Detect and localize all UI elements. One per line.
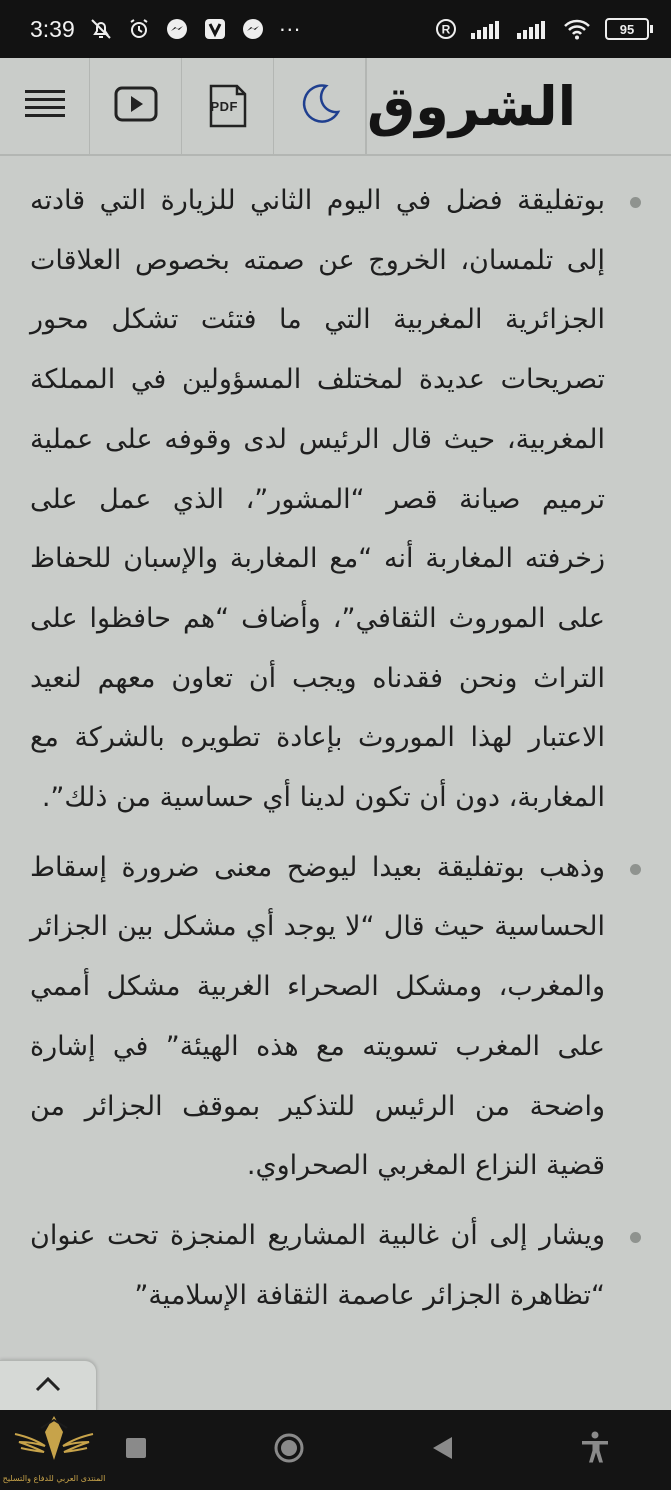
site-logo[interactable] (366, 58, 671, 154)
paragraph-text: بوتفليقة فضل في اليوم الثاني للزيارة التي قادته إلى تلمسان، الخروج عن صمته بخصوص العلاقات الجزائرية المغربية التي ما فتئت تشكل محور تصريحات عديدة لمختلف المسؤولين في المملكة المغربية، حيث قال الرئيس لدى وقوفه على عملية ترميم صيانة قصر “المشور”، الذي عمل على زخرفته المغاربة أنه “مع المغاربة والإسبان للحفاظ على الموروث الثقافي”، وأضاف “هم حافظوا على التراث ونحن فقدناه ويجب أن تعاون معهم لنعيد الاعتبار لهذا الموروث بإعادة تطويره بالشركة مع المغاربة، دون أن تكون لدينا أي حساسية من ذلك”. (30, 185, 605, 814)
menu-icon (24, 87, 66, 125)
registered-mark: R (441, 22, 451, 37)
list-item (0, 1206, 671, 1325)
wifi-icon (563, 18, 591, 40)
bullet-icon (630, 1232, 641, 1243)
site-header (0, 58, 671, 156)
status-left (30, 16, 301, 43)
dark-mode-moon-icon (298, 82, 342, 130)
muted-bell-icon (89, 17, 113, 41)
battery-icon (605, 18, 649, 40)
pdf-label: PDF (210, 99, 238, 114)
signal-icon (517, 19, 549, 39)
list-item (0, 171, 671, 828)
pdf-button[interactable] (182, 58, 274, 154)
registered-icon (435, 18, 457, 40)
more-dots-icon: ··· (278, 16, 301, 41)
back-triangle-icon (430, 1435, 454, 1465)
clock: 3:39 (30, 15, 75, 42)
status-bar (0, 0, 671, 58)
pdf-icon (208, 83, 248, 129)
watermark-logo-icon (11, 1412, 97, 1472)
paragraph-text: ويشار إلى أن غالبية المشاريع المنجزة تحت عنوان “تظاهرة الجزائر عاصمة الثقافة الإسلامية” (30, 1219, 605, 1311)
messenger-icon (165, 17, 189, 41)
battery-level: 95 (619, 21, 635, 37)
v-app-icon (203, 17, 227, 41)
square-icon (125, 1437, 147, 1463)
watermark-text: المنتدى العربي للدفاع والتسليح (2, 1474, 106, 1483)
scroll-to-top-button[interactable] (0, 1360, 97, 1412)
status-right (435, 18, 649, 40)
paragraph-text: وذهب بوتفليقة بعيدا ليوضح معنى ضرورة إسقاط الحساسية حيث قال “لا يوجد أي مشكل بين الجزائر والمغرب، ومشكل الصحراء الغربية مشكل أممي على المغرب تسويته مع هذه الهيئة” في إشارة واضحة من الرئيس للتذكير بموقف الجزائر من قضية النزاع المغربي الصحراوي. (30, 851, 605, 1182)
back-button[interactable] (402, 1420, 482, 1480)
signal-icon (471, 19, 503, 39)
home-circle-icon (273, 1432, 305, 1468)
forum-watermark (4, 1412, 104, 1488)
video-button[interactable] (90, 58, 182, 154)
messenger-icon (241, 17, 265, 41)
video-play-icon (114, 86, 158, 126)
accessibility-button[interactable] (555, 1420, 635, 1480)
recents-button[interactable] (96, 1420, 176, 1480)
accessibility-icon (580, 1431, 610, 1469)
home-button[interactable] (249, 1420, 329, 1480)
bullet-icon (630, 197, 641, 208)
article-body (0, 154, 671, 1410)
menu-button[interactable] (0, 58, 90, 154)
bullet-icon (630, 864, 641, 875)
dark-mode-button[interactable] (274, 58, 366, 154)
logo-text: الشروق (367, 74, 577, 138)
chevron-up-icon (34, 1375, 62, 1397)
alarm-icon (127, 17, 151, 41)
list-item (0, 838, 671, 1196)
